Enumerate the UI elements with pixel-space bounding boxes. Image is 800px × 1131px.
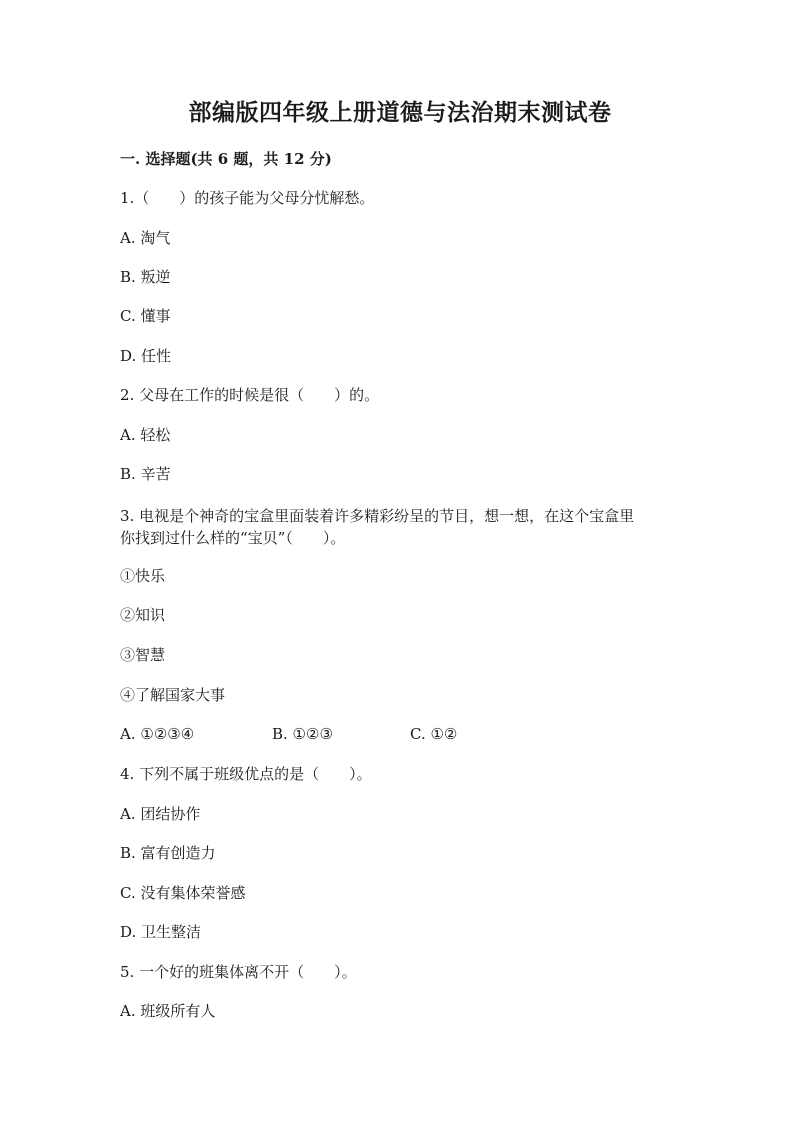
question-2-option-a: A. 轻松 [120,426,171,444]
page-title: 部编版四年级上册道德与法治期末测试卷 [188,99,612,126]
question-5-stem: 5. 一个好的班集体离不开（ ）。 [120,963,357,981]
question-1-option-c: C. 懂事 [120,307,171,325]
question-4-option-b: B. 富有创造力 [120,844,216,862]
question-3-stem-line-1: 3. 电视是个神奇的宝盒里面装着许多精彩纷呈的节目，想一想，在这个宝盒里 [120,507,635,525]
question-3-option-b: B. ①②③ [272,725,333,743]
question-1-option-a: A. 淘气 [120,229,171,247]
question-4-stem: 4. 下列不属于班级优点的是（ ）。 [120,765,372,783]
question-2-stem: 2. 父母在工作的时候是很（ ）的。 [120,386,380,404]
section-heading: 一. 选择题(共 6 题，共 12 分) [120,150,332,168]
question-1-option-d: D. 任性 [120,347,172,365]
question-3-stem-line-2: 你找到过什么样的“宝贝”（ ）。 [120,529,346,547]
question-3-item-2: ②知识 [120,606,166,624]
question-4-option-a: A. 团结协作 [120,805,201,823]
question-3-item-4: ④了解国家大事 [120,686,226,704]
question-3-item-3: ③智慧 [120,646,166,664]
question-2-option-b: B. 辛苦 [120,465,171,483]
question-1-stem: 1.（ ）的孩子能为父母分忧解愁。 [120,189,375,207]
question-3-item-1: ①快乐 [120,567,166,585]
question-3-option-c: C. ①② [410,725,458,743]
question-1-option-b: B. 叛逆 [120,268,171,286]
question-5-option-a: A. 班级所有人 [120,1002,216,1020]
question-4-option-d: D. 卫生整洁 [120,923,202,941]
question-3-options-row [120,723,680,745]
question-3-option-a: A. ①②③④ [120,725,195,743]
question-4-option-c: C. 没有集体荣誉感 [120,884,246,902]
